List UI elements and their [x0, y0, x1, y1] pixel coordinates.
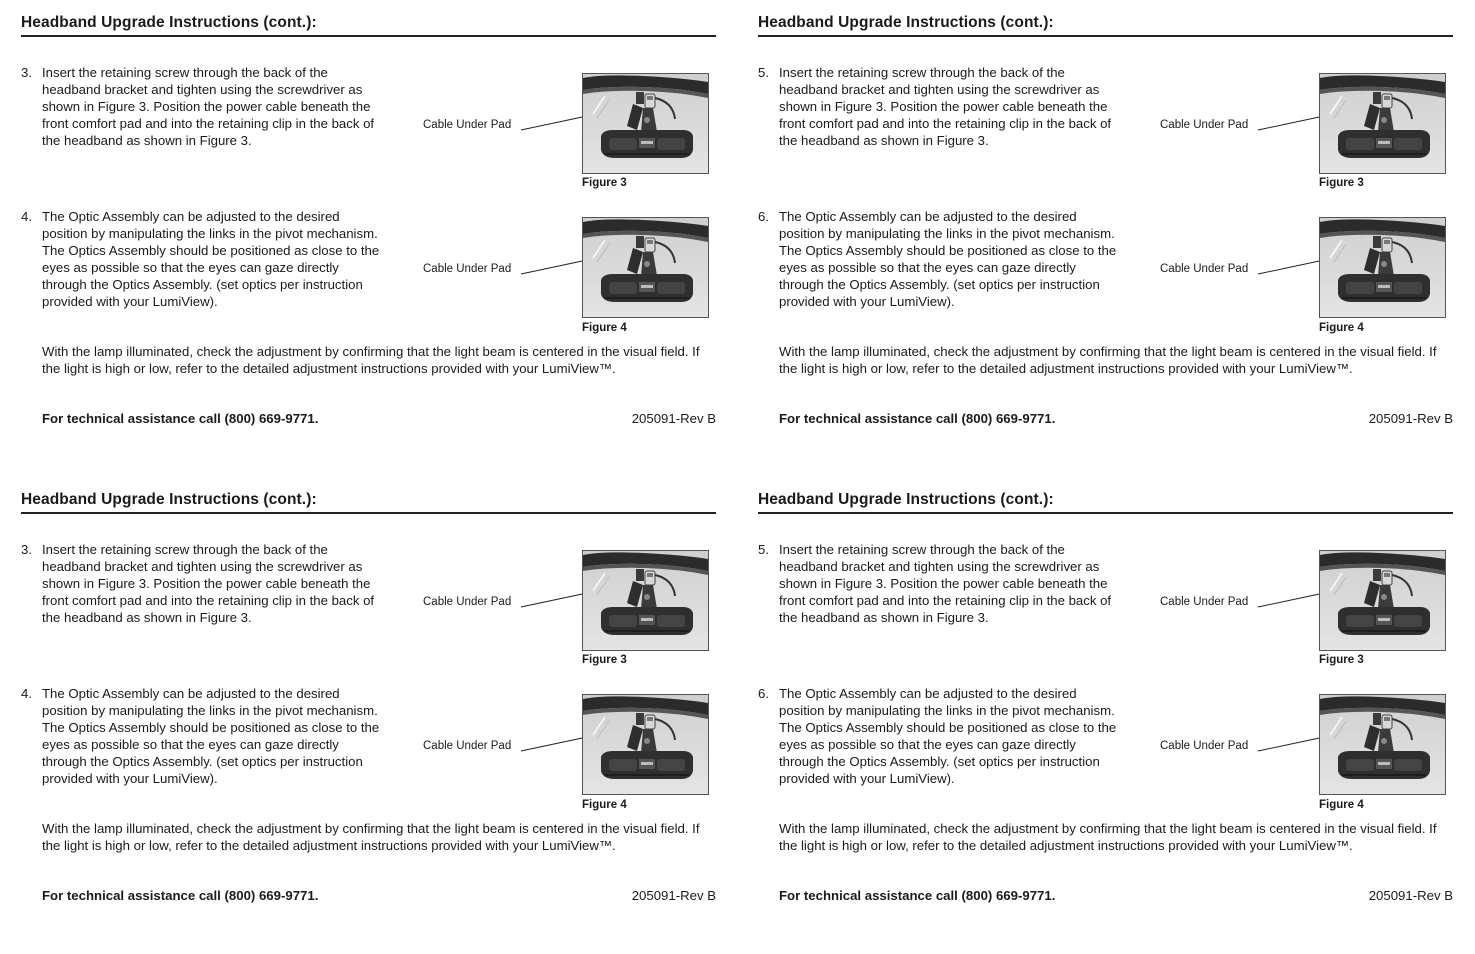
headband-photo-figure [1319, 550, 1446, 651]
step-item [21, 685, 381, 787]
figure-caption: Figure 4 [1319, 322, 1364, 334]
step-text: The Optic Assembly can be adjusted to the desired position by manipulating the links in the pivot mechanism. The Optics Assembly should be positioned as close to the eyes as possible so that the eyes can gaze directly through the Optics Assembly. (set optics per instruction provided with your LumiView). [779, 686, 1117, 786]
panel-title: Headband Upgrade Instructions (cont.): [21, 491, 716, 514]
instruction-panel [21, 477, 716, 917]
panel-title: Headband Upgrade Instructions (cont.): [758, 14, 1453, 37]
step-item [758, 541, 1118, 626]
figure-caption: Figure 3 [1319, 654, 1364, 666]
step-number: 4. [21, 686, 32, 701]
step-item [21, 64, 381, 149]
step-text: The Optic Assembly can be adjusted to the desired position by manipulating the links in the pivot mechanism. The Optics Assembly should be positioned as close to the eyes as possible so that the eyes can gaze directly through the Optics Assembly. (set optics per instruction provided with your LumiView). [42, 209, 380, 309]
figure-callout: Cable Under Pad [1160, 119, 1249, 131]
step-number: 4. [21, 209, 32, 224]
step-text: The Optic Assembly can be adjusted to the desired position by manipulating the links in the pivot mechanism. The Optics Assembly should be positioned as close to the eyes as possible so that the eyes can gaze directly through the Optics Assembly. (set optics per instruction provided with your LumiView). [42, 686, 380, 786]
instruction-panel [758, 477, 1453, 917]
technical-assistance-line: For technical assistance call (800) 669-9771. [42, 411, 319, 426]
step-text: Insert the retaining screw through the back of the headband bracket and tighten using the screwdriver as shown in Figure 3. Position the power cable beneath the front comfort pad and into the retaining clip in the back of the headband as shown in Figure 3. [779, 65, 1112, 148]
step-item [758, 64, 1118, 149]
panel-title: Headband Upgrade Instructions (cont.): [758, 491, 1453, 514]
figure-caption: Figure 3 [582, 177, 627, 189]
instruction-panel [758, 0, 1453, 440]
figure-callout: Cable Under Pad [1160, 263, 1249, 275]
figure-caption: Figure 4 [582, 799, 627, 811]
callout-leader-line [1258, 731, 1328, 751]
document-number: 205091-Rev B [631, 411, 716, 426]
callout-leader-line [521, 731, 591, 751]
step-number: 5. [758, 65, 769, 80]
step-number: 6. [758, 686, 769, 701]
step-number: 3. [21, 542, 32, 557]
callout-leader-line [521, 587, 591, 607]
step-number: 5. [758, 542, 769, 557]
adjustment-paragraph: With the lamp illuminated, check the adjustment by confirming that the light beam is centered in the visual field. If the light is high or low, refer to the detailed adjustment instructions provided with your LumiView™. [42, 821, 700, 853]
figure-callout: Cable Under Pad [423, 740, 512, 752]
technical-assistance-line: For technical assistance call (800) 669-9771. [779, 888, 1056, 903]
callout-leader-line [521, 110, 591, 130]
step-item [21, 541, 381, 626]
figure-callout: Cable Under Pad [1160, 740, 1249, 752]
step-text: The Optic Assembly can be adjusted to the desired position by manipulating the links in the pivot mechanism. The Optics Assembly should be positioned as close to the eyes as possible so that the eyes can gaze directly through the Optics Assembly. (set optics per instruction provided with your LumiView). [779, 209, 1117, 309]
step-item [758, 208, 1118, 310]
callout-leader-line [521, 254, 591, 274]
callout-leader-line [1258, 110, 1328, 130]
document-number: 205091-Rev B [1368, 888, 1453, 903]
headband-photo-figure [1319, 217, 1446, 318]
step-text: Insert the retaining screw through the back of the headband bracket and tighten using the screwdriver as shown in Figure 3. Position the power cable beneath the front comfort pad and into the retaining clip in the back of the headband as shown in Figure 3. [779, 542, 1112, 625]
adjustment-paragraph: With the lamp illuminated, check the adjustment by confirming that the light beam is centered in the visual field. If the light is high or low, refer to the detailed adjustment instructions provided with your LumiView™. [779, 821, 1437, 853]
step-item [21, 208, 381, 310]
figure-caption: Figure 3 [582, 654, 627, 666]
panel-title: Headband Upgrade Instructions (cont.): [21, 14, 716, 37]
adjustment-paragraph: With the lamp illuminated, check the adjustment by confirming that the light beam is centered in the visual field. If the light is high or low, refer to the detailed adjustment instructions provided with your LumiView™. [779, 344, 1437, 376]
callout-leader-line [1258, 254, 1328, 274]
step-item [758, 685, 1118, 787]
headband-photo-figure [1319, 694, 1446, 795]
figure-caption: Figure 3 [1319, 177, 1364, 189]
figure-caption: Figure 4 [582, 322, 627, 334]
headband-photo-figure [582, 73, 709, 174]
technical-assistance-line: For technical assistance call (800) 669-9771. [779, 411, 1056, 426]
headband-photo-figure [582, 694, 709, 795]
figure-callout: Cable Under Pad [423, 263, 512, 275]
headband-photo-figure [582, 217, 709, 318]
step-number: 3. [21, 65, 32, 80]
callout-leader-line [1258, 587, 1328, 607]
figure-caption: Figure 4 [1319, 799, 1364, 811]
adjustment-paragraph: With the lamp illuminated, check the adjustment by confirming that the light beam is centered in the visual field. If the light is high or low, refer to the detailed adjustment instructions provided with your LumiView™. [42, 344, 700, 376]
step-text: Insert the retaining screw through the back of the headband bracket and tighten using the screwdriver as shown in Figure 3. Position the power cable beneath the front comfort pad and into the retaining clip in the back of the headband as shown in Figure 3. [42, 65, 375, 148]
figure-callout: Cable Under Pad [1160, 596, 1249, 608]
figure-callout: Cable Under Pad [423, 119, 512, 131]
step-text: Insert the retaining screw through the back of the headband bracket and tighten using the screwdriver as shown in Figure 3. Position the power cable beneath the front comfort pad and into the retaining clip in the back of the headband as shown in Figure 3. [42, 542, 375, 625]
headband-photo-figure [582, 550, 709, 651]
document-number: 205091-Rev B [631, 888, 716, 903]
step-number: 6. [758, 209, 769, 224]
headband-photo-figure [1319, 73, 1446, 174]
instruction-panel [21, 0, 716, 440]
document-number: 205091-Rev B [1368, 411, 1453, 426]
technical-assistance-line: For technical assistance call (800) 669-9771. [42, 888, 319, 903]
figure-callout: Cable Under Pad [423, 596, 512, 608]
